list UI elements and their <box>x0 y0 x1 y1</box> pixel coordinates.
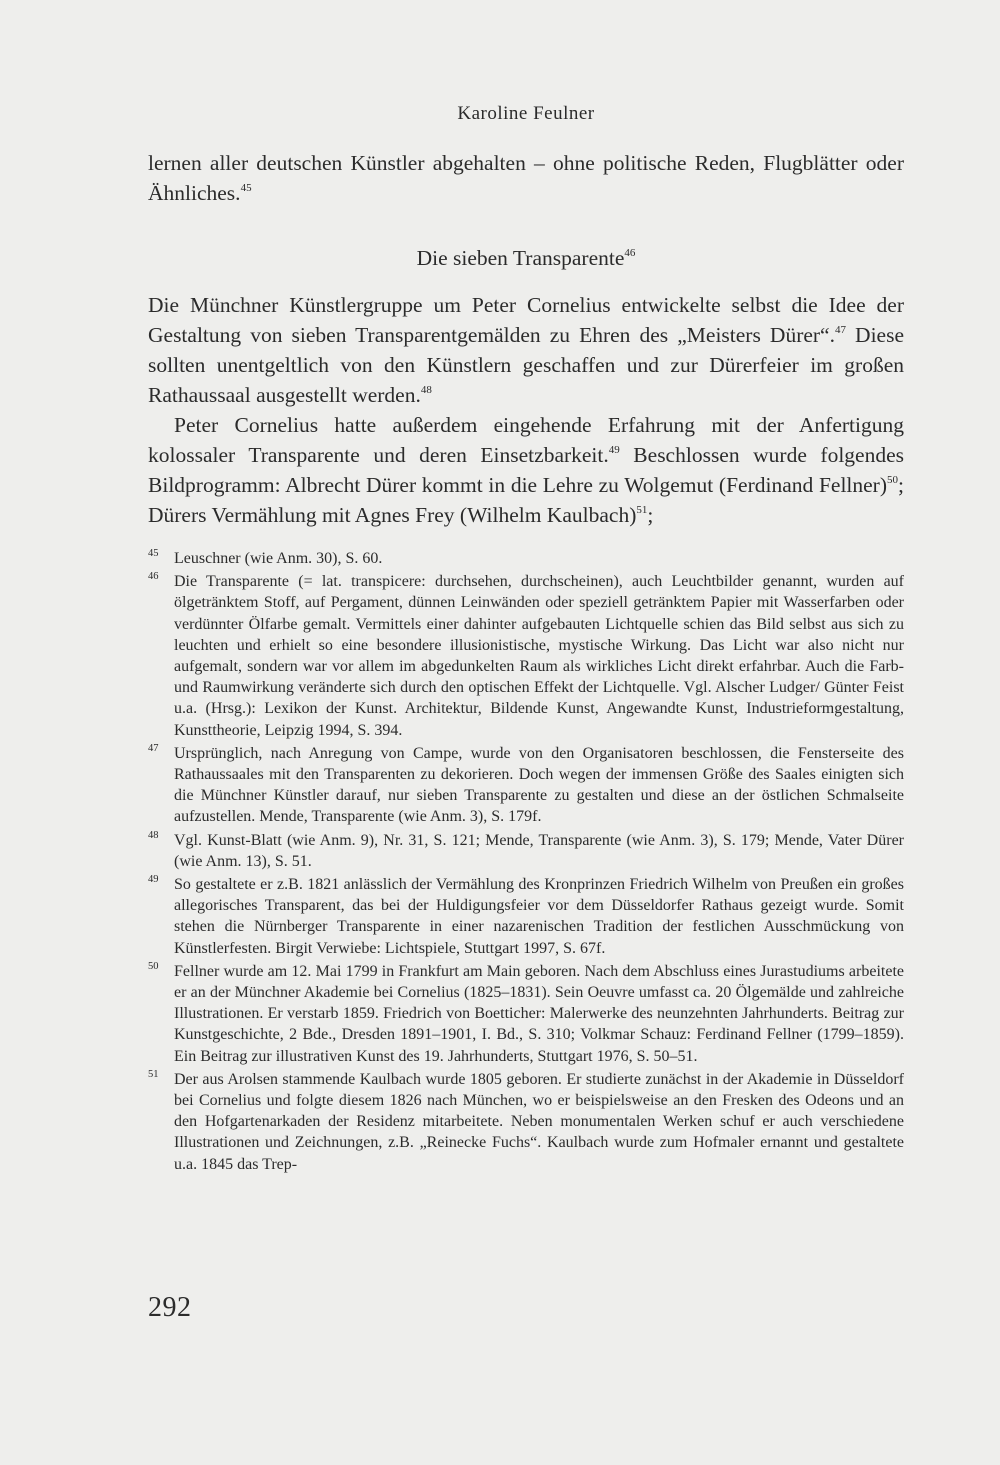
page-number: 292 <box>148 1292 192 1323</box>
paragraph-text: ; <box>647 503 654 527</box>
footnote-number: 49 <box>148 874 159 886</box>
footnote-number: 51 <box>148 1068 159 1080</box>
footnote-49 <box>148 874 904 959</box>
paragraph-text: Diese sollten unentgeltlich von den Künstlern geschaffen und zur Dürerfeier im großen Rathaussaal ausgestellt werden. <box>148 323 904 407</box>
paragraph-continued <box>148 148 904 208</box>
footnote-text: So gestaltete er z.B. 1821 anlässlich der Vermählung des Kronprinzen Friedrich Wilhelm von Preußen ein großes allegorisches Transparent, das bei der Huldigungsfeier vor dem Düsseldorfer Rathaus gezeigt wurde. Somit stehen die Nürnberger Transparente in einer nazarenischen Tradition der festlichen Ausschmückung von Künstlerfesten. Birgit Verwiebe: Lichtspiele, Stuttgart 1997, S. 67f. <box>174 876 904 957</box>
paragraph-intro <box>148 290 904 410</box>
footnote-text: Der aus Arolsen stammende Kaulbach wurde 1805 geboren. Er studierte zunächst in der Akademie in Düsseldorf bei Cornelius und folgte diesem 1826 nach München, wo er beispielsweise an den Fresken des Odeons und an den Hofgartenarkaden der Residenz mitarbeitete. Neben monumentalen Werken schuf er auch verschiedene Illustrationen und Zeichnungen, z.B. „Reinecke Fuchs“. Kaulbach wurde zum Hofmaler ernannt und gestaltete u.a. 1845 das Trep- <box>174 1070 904 1173</box>
footnote-51 <box>148 1069 904 1175</box>
footnote-47 <box>148 743 904 828</box>
footnotes <box>148 548 904 1177</box>
footnote-ref: 46 <box>624 247 636 259</box>
footnote-text: Ursprünglich, nach Anregung von Campe, wurde von den Organisatoren beschlossen, die Fensterseite des Rathaussaales mit den Transparenten zu dekorieren. Doch wegen der immensen Größe des Saales einigten sich die Münchner Künstler darauf, nur sieben Transparente zu gestalten und diese an der östlichen Schmalseite aufzustellen. Mende, Transparente (wie Anm. 3), S. 179f. <box>174 744 904 826</box>
footnote-number: 47 <box>148 742 159 754</box>
paragraph-text: Peter Cornelius hatte außerdem eingehende Erfahrung mit der Anfertigung kolossaler Transparente und deren Einsetzbarkeit. <box>148 413 904 467</box>
footnote-50 <box>148 961 904 1067</box>
footnote-48 <box>148 830 904 872</box>
footnote-ref: 49 <box>608 444 620 456</box>
footnote-ref: 51 <box>636 504 648 516</box>
footnote-ref: 50 <box>887 474 899 486</box>
footnote-number: 45 <box>148 548 159 559</box>
paragraph-text: Die Münchner Künstlergruppe um Peter Cornelius entwickelte selbst die Idee der Gestaltung von sieben Transparentgemälden zu Ehren des „Meisters Dürer“. <box>148 293 904 347</box>
footnote-number: 46 <box>148 571 159 583</box>
footnote-number: 50 <box>148 960 159 972</box>
footnote-text: Die Transparente (= lat. transpicere: durchsehen, durchscheinen), auch Leuchtbilder genannt, wurden auf ölgetränktem Stoff, auf Pergament, dünnen Leinwänden oder speziell getränktem Papier mit Wasserfarben oder verdünnter Ölfarbe gemalt. Vermittels einer dahinter aufgebauten Lichtquelle schien das Bild selbst aus sich zu leuchten und erhielt so eine besondere illusionistische, mystische Wirkung. Das Licht war also nicht nur aufgemalt, sondern war vor allem im abgedunkelten Raum als wirkliches Licht direkt erfahrbar. Auch die Farb- und Raumwirkung veränderte sich durch den optischen Effekt der Lichtquelle. Vgl. Alscher Ludger/ Günter Feist u.a. (Hrsg.): Lexikon der Kunst. Architektur, Bildende Kunst, Angewandte Kunst, Industrieformgestaltung, Kunsttheorie, Leipzig 1994, S. 394. <box>174 573 904 739</box>
footnote-text: Leuschner (wie Anm. 30), S. 60. <box>174 550 383 567</box>
paragraph-text: ; Dürers Vermählung mit Agnes Frey (Wilhelm Kaulbach) <box>148 473 904 527</box>
section-heading <box>148 243 904 273</box>
footnote-ref: 47 <box>834 324 846 336</box>
footnote-45 <box>148 548 904 569</box>
footnote-ref: 48 <box>420 384 432 396</box>
paragraph-text: lernen aller deutschen Künstler abgehalten – ohne politische Reden, Flugblätter oder Ähnliches. <box>148 151 904 205</box>
footnote-text: Fellner wurde am 12. Mai 1799 in Frankfurt am Main geboren. Nach dem Abschluss eines Jurastudiums arbeitete er an der Münchner Akademie bei Cornelius (1825–1831). Sein Oeuvre umfasst ca. 20 Ölgemälde und zahlreiche Illustrationen. Er verstarb 1859. Friedrich von Boetticher: Malerwerke des neunzehnten Jahrhunderts. Beitrag zur Kunstgeschichte, 2 Bde., Dresden 1891–1901, I. Bd., S. 310; Volkmar Schauz: Ferdinand Fellner (1799–1859). Ein Beitrag zur illustrativen Kunst des 19. Jahrhunderts, Stuttgart 1976, S. 50–51. <box>174 962 904 1065</box>
paragraph-text: Beschlossen wurde folgendes Bildprogramm: Albrecht Dürer kommt in die Lehre zu Wolgemut (Ferdinand Fellner) <box>148 443 905 497</box>
footnote-46 <box>148 571 904 741</box>
paragraph-program <box>148 410 904 530</box>
footnote-text: Vgl. Kunst-Blatt (wie Anm. 9), Nr. 31, S. 121; Mende, Transparente (wie Anm. 3), S. 179; Mende, Vater Dürer (wie Anm. 13), S. 51. <box>174 831 904 870</box>
footnote-number: 48 <box>148 829 159 841</box>
footnote-ref: 45 <box>240 182 252 194</box>
section-heading-text: Die sieben Transparente <box>416 246 625 270</box>
running-head: Karoline Feulner <box>457 103 595 124</box>
